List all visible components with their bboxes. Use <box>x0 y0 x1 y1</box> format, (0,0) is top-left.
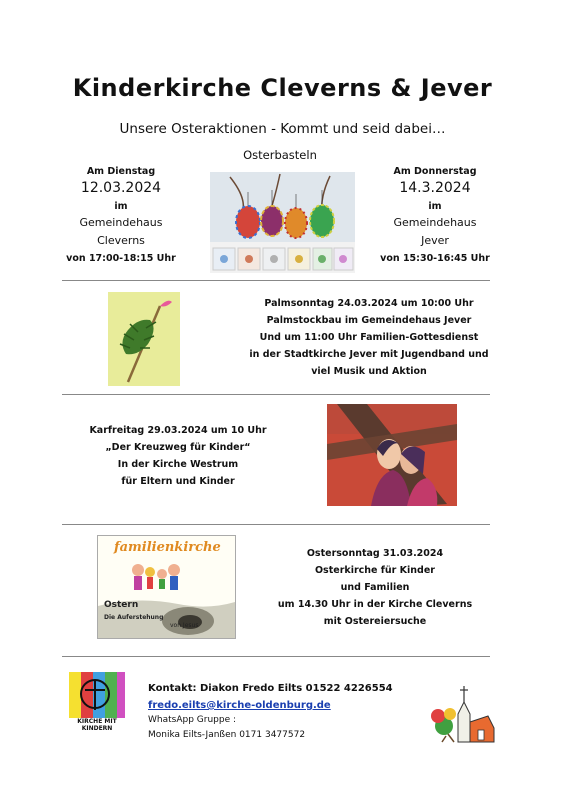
palmsonntag-line-3: Und um 11:00 Uhr Familien-Gottesdienst <box>259 332 479 343</box>
karfreitag-line-1: Karfreitag 29.03.2024 um 10 Uhr <box>89 425 267 436</box>
palmsonntag-line-2: Palmstockbau im Gemeindehaus Jever <box>266 315 472 326</box>
contact-email-link[interactable]: fredo.eilts@kirche-oldenburg.de <box>148 700 331 711</box>
right-time: von 15:30-16:45 Uhr <box>380 253 490 264</box>
left-day: Am Dienstag <box>86 166 156 177</box>
divider-1 <box>62 280 490 281</box>
karfreitag-line-2: „Der Kreuzweg für Kinder“ <box>105 442 251 453</box>
left-place2: Cleverns <box>97 234 145 247</box>
logo-text-2: KINDERN <box>81 725 113 732</box>
osterbasteln-heading: Osterbasteln <box>243 148 317 162</box>
right-place2: Jever <box>421 234 449 247</box>
karfreitag-line-4: für Eltern und Kinder <box>121 476 235 487</box>
left-im: im <box>114 201 128 212</box>
left-date: 12.03.2024 <box>80 180 162 196</box>
ostersonntag-text <box>262 545 488 630</box>
page-subtitle: Unsere Osteraktionen - Kommt und seid dabei… <box>119 121 446 137</box>
familienkirche-label-3: von Jesus <box>170 622 199 629</box>
logo-text-1: KIRCHE MIT <box>77 718 117 725</box>
right-date: 14.3.2024 <box>399 180 471 196</box>
familienkirche-image <box>97 535 236 639</box>
karfreitag-line-3: In der Kirche Westrum <box>117 459 239 470</box>
divider-4 <box>62 656 490 657</box>
palmsonntag-line-5: viel Musik und Aktion <box>311 366 427 377</box>
palmsonntag-line-1: Palmsonntag 24.03.2024 um 10:00 Uhr <box>264 298 474 309</box>
ostersonntag-line-5: mit Ostereiersuche <box>323 616 427 627</box>
contact-line-1: Kontakt: Diakon Fredo Eilts 01522 4226554 <box>148 683 393 694</box>
familienkirche-label-ostern: Ostern <box>104 600 139 610</box>
church-drawing-image <box>428 676 496 744</box>
page-title: Kinderkirche Cleverns & Jever <box>72 74 493 102</box>
ostersonntag-line-4: um 14.30 Uhr in der Kirche Cleverns <box>277 599 473 610</box>
ostersonntag-line-1: Ostersonntag 31.03.2024 <box>306 548 444 559</box>
palmsonntag-text <box>230 295 508 380</box>
easter-eggs-image <box>210 172 355 273</box>
left-place1: Gemeindehaus <box>79 216 163 229</box>
palmsonntag-line-4: in der Stadtkirche Jever mit Jugendband und <box>249 349 489 360</box>
karfreitag-text <box>62 422 294 490</box>
left-time: von 17:00-18:15 Uhr <box>66 253 176 264</box>
familienkirche-brand: familienkirche <box>114 540 221 555</box>
right-day: Am Donnerstag <box>393 166 477 177</box>
divider-2 <box>62 394 490 395</box>
ostersonntag-line-3: und Familien <box>340 582 410 593</box>
right-im: im <box>428 201 442 212</box>
familienkirche-label-2: Die Auferstehung <box>104 614 164 621</box>
kirche-mit-kindern-logo <box>67 672 127 734</box>
kreuzweg-painting-image <box>327 404 457 506</box>
ostersonntag-line-2: Osterkirche für Kinder <box>314 565 435 576</box>
contact-line-3: WhatsApp Gruppe : <box>148 715 237 725</box>
contact-line-4: Monika Eilts-Janßen 0171 3477572 <box>148 730 306 740</box>
divider-3 <box>62 524 490 525</box>
palm-branch-image <box>108 292 180 386</box>
right-place1: Gemeindehaus <box>393 216 477 229</box>
